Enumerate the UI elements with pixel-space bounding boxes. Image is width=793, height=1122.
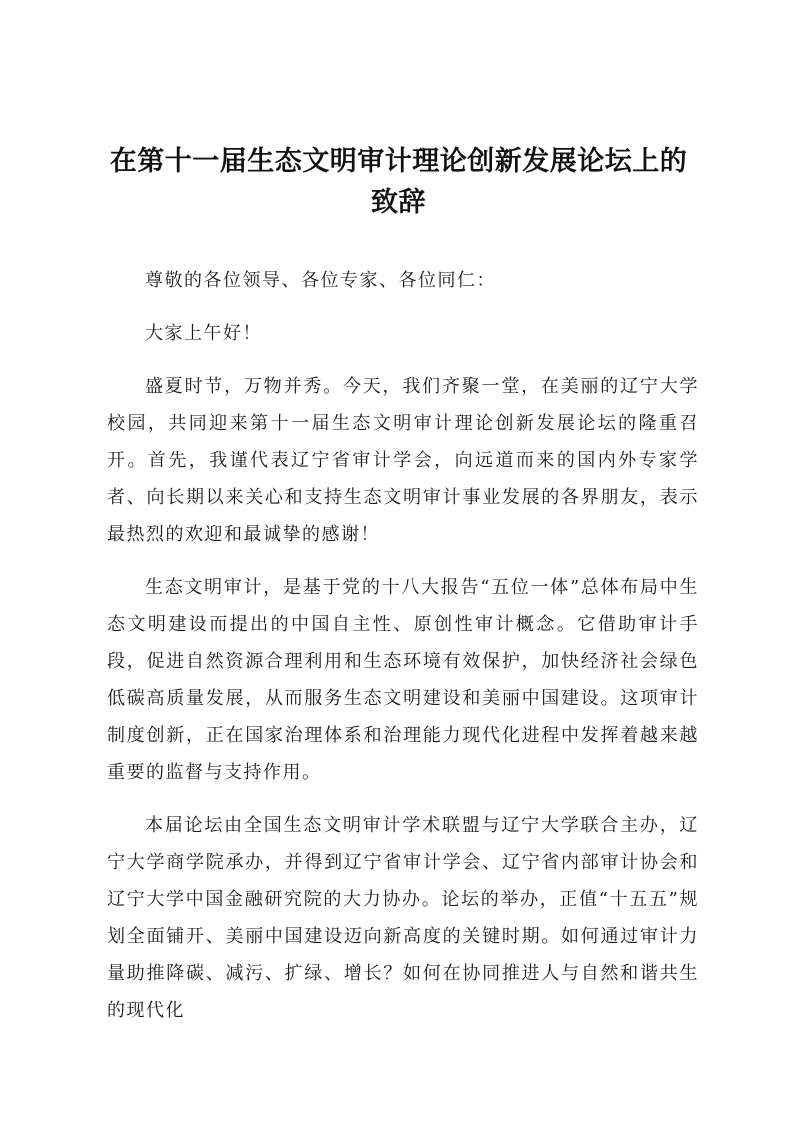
salutation-paragraph: 尊敬的各位领导、各位专家、各位同仁： [145,270,496,291]
body-paragraph: 本届论坛由全国生态文明审计学术联盟与辽宁大学联合主办，辽宁大学商学院承办，并得到辽宁省审计学会、辽宁省内部审计协会和辽宁大学中国金融研究院的大力协办。论坛的举办，正值“十五五”规划全面铺开、美丽中国建设迈向新高度的关键时期。如何通过审计力量助推降碳、减污、扩绿、增长？如何在协同推进人与自然和谐共生的现代化 [107,815,699,1021]
greeting-paragraph: 大家上午好！ [145,323,262,344]
document-title: 在第十一届生态文明审计理论创新发展论坛上的致辞 [109,146,688,218]
document-body [107,262,699,1045]
body-paragraph: 生态文明审计，是基于党的十八大报告“五位一体”总体布局中生态文明建设而提出的中国自主性、原创性审计概念。它借助审计手段，促进自然资源合理利用和生态环境有效保护，加快经济社会绿色低碳高质量发展，从而服务生态文明建设和美丽中国建设。这项审计制度创新，正在国家治理体系和治理能力现代化进程中发挥着越来越重要的监督与支持作用。 [107,577,699,783]
body-paragraph: 盛夏时节，万物并秀。今天，我们齐聚一堂，在美丽的辽宁大学校园，共同迎来第十一届生态文明审计理论创新发展论坛的隆重召开。首先，我谨代表辽宁省审计学会，向远道而来的国内外专家学者、向长期以来关心和支持生态文明审计事业发展的各界朋友，表示最热烈的欢迎和最诚挚的感谢！ [107,376,699,545]
